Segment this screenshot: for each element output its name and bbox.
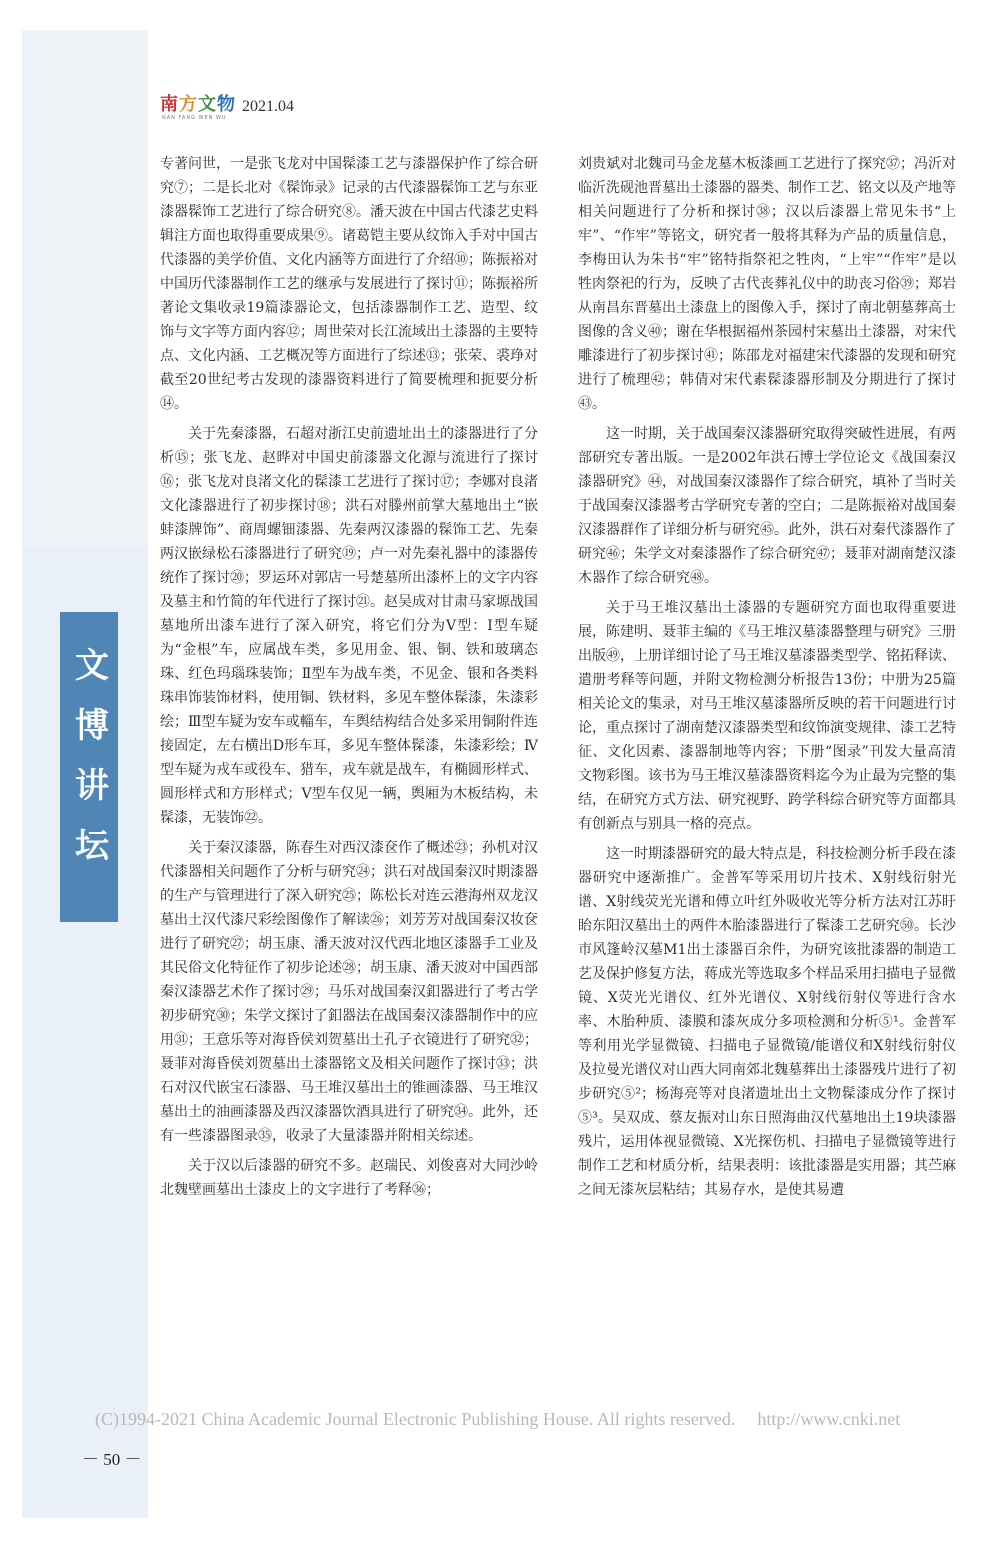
paragraph: 这一时期，关于战国秦汉漆器研究取得突破性进展，有两部研究专著出版。一是2002年洪石博士学位论文《战国秦汉漆器研究》㊹，对战国秦汉漆器作了综合研究，填补了当时关于战国秦汉漆器考古学研究专著的空白；二是陈振裕对战国秦汉漆器群作了详细分析与研究㊺。此外，洪石对秦代漆器作了研究㊻；朱学文对秦漆器作了综合研究㊼；聂菲对湖南楚汉漆木器作了综合研究㊽。 — [578, 426, 956, 586]
paragraph: 这一时期漆器研究的最大特点是，科技检测分析手段在漆器研究中逐渐推广。金普军等采用切片技术、X射线衍射光谱、X射线荧光光谱和傅立叶红外吸收光等分析方法对江苏盱眙东阳汉墓出土的两件木胎漆器进行了髹漆工艺研究㊿。长沙市风篷岭汉墓M1出土漆器百余件，为研究该批漆器的制造工艺及保护修复方法，蒋成光等选取多个样品采用扫描电子显微镜、X荧光光谱仪、红外光谱仪、X射线衍射仪等进行含水率、木胎种质、漆膜和漆灰成分多项检测和分析⑤¹。金普军等利用光学显微镜、扫描电子显微镜/能谱仪和X射线衍射仪及拉曼光谱仪对山西大同南郊北魏墓葬出土漆器残片进行了初步研究⑤²；杨海亮等对良渚遗址出土文物髹漆成分作了探讨⑤³。吴双成、蔡友振对山东日照海曲汉代墓地出土19块漆器残片，运用体视显微镜、X光探伤机、扫描电子显微镜等进行制作工艺和材质分析，结果表明：该批漆器是实用器；其苎麻之间无漆灰层粘结；其易存水，是使其易遭 — [578, 846, 956, 1198]
paragraph: 刘贵斌对北魏司马金龙墓木板漆画工艺进行了探究㊲；冯沂对临沂洗砚池晋墓出土漆器的器类、制作工艺、铭文以及产地等相关问题进行了分析和探讨㊳；汉以后漆器上常见朱书“上牢”、“作牢”等铭文，研究者一般将其释为产品的质量信息，李梅田认为朱书“牢”铭特指祭祀之牲肉，“上牢”“作牢”是以牲肉祭祀的行为，反映了古代丧葬礼仪中的助丧习俗㊴；郑岩从南昌东晋墓出土漆盘上的图像入手，探讨了南北朝墓葬高士图像的含义㊵；谢在华根据福州茶园村宋墓出土漆器，对宋代雕漆进行了初步探讨㊶；陈邵龙对福建宋代漆器的发现和研究进行了梳理㊷；韩倩对宋代素髹漆器形制及分期进行了探讨㊸。 — [578, 156, 956, 412]
cnki-url: http://www.cnki.net — [757, 1409, 901, 1429]
section-label-text: 文博讲坛 — [68, 647, 109, 887]
logo-char-3: 文 — [198, 94, 217, 115]
logo-char-2: 方 — [179, 94, 198, 115]
text-column-right — [578, 152, 956, 1208]
side-band-upper — [22, 30, 148, 548]
journal-logo — [160, 95, 236, 125]
copyright-text: (C)1994-2021 China Academic Journal Electronic Publishing House. All rights reserved. — [95, 1409, 736, 1429]
paragraph: 关于汉以后漆器的研究不多。赵瑞民、刘俊喜对大同沙岭北魏壁画墓出土漆皮上的文字进行了考释㊱； — [160, 1158, 538, 1198]
issue-number: 2021.04 — [242, 98, 294, 115]
paragraph: 关于先秦漆器，石超对浙江史前遗址出土的漆器进行了分析⑮；张飞龙、赵晔对中国史前漆器文化源与流进行了探讨⑯；张飞龙对良渚文化的髹漆工艺进行了探讨⑰；李娜对良渚文化漆器进行了初步探讨⑱；洪石对滕州前掌大墓地出土“嵌蚌漆牌饰”、商周螺钿漆器、先秦两汉漆器的髹饰工艺、先秦两汉嵌绿松石漆器进行了研究⑲；卢一对先秦礼器中的漆器传统作了探讨⑳；罗运环对郭店一号楚墓所出漆杯上的文字内容及墓主和竹简的年代进行了探讨㉑。赵吴成对甘肃马家塬战国墓地所出漆车进行了深入研究，将它们分为Ⅴ型：Ⅰ型车疑为“金根”车，应属战车类，多见用金、银、铜、铁和玻璃态珠、红色玛瑙珠装饰；Ⅱ型车为战车类，不见金、银和各类料珠串饰装饰材料，使用铜、铁材料，多见车整体髹漆，朱漆彩绘；Ⅲ型车疑为安车或輜车，车舆结构结合处多采用铜附件连接固定，左右横出D形车耳，多见车整体髹漆，朱漆彩绘；Ⅳ型车疑为戎车或役车、猎车，戎车就是战车，有椭圆形样式、圆形样式和方形样式；Ⅴ型车仅见一辆，舆厢为木板结构，未髹漆，无装饰㉒。 — [160, 426, 538, 826]
logo-char-4: 物 — [217, 94, 236, 115]
copyright-watermark — [95, 1409, 965, 1430]
journal-header — [160, 95, 294, 125]
logo-pinyin: NAN FANG WEN WU — [162, 115, 227, 121]
paragraph: 关于秦汉漆器，陈春生对西汉漆奁作了概述㉓；孙机对汉代漆器相关问题作了分析与研究㉔；洪石对战国秦汉时期漆器的生产与管理进行了深入研究㉕；陈松长对连云港海州双龙汉墓出土汉代漆尺彩绘图像作了解读㉖；刘芳芳对战国秦汉妆奁进行了研究㉗；胡玉康、潘天波对汉代西北地区漆器手工业及其民俗文化特征作了初步论述㉘；胡玉康、潘天波对中国西部秦汉漆器艺术作了探讨㉙；马乐对战国秦汉釦器进行了考古学初步研究㉚；朱学文探讨了釦器法在战国秦汉漆器制作中的应用㉛；王意乐等对海昏侯刘贺墓出土孔子衣镜进行了研究㉜；聂菲对海昏侯刘贺墓出土漆器铭文及相关问题作了探讨㉝；洪石对汉代嵌宝石漆器、马王堆汉墓出土的锥画漆器、马王堆汉墓出土的油画漆器及西汉漆器饮酒具进行了研究㉞。此外，还有一些漆器图录㉟，收录了大量漆器并附相关综述。 — [160, 840, 538, 1144]
text-column-left — [160, 152, 538, 1208]
paragraph: 关于马王堆汉墓出土漆器的专题研究方面也取得重要进展，陈建明、聂菲主编的《马王堆汉墓漆器整理与研究》三册出版㊾，上册详细讨论了马王堆汉墓漆器类型学、铭拓释读、遣册考释等问题，并附文物检测分析报告13份；中册为25篇相关论文的集录，对马王堆汉墓漆器所反映的若干问题进行讨论，重点探讨了湖南楚汉漆器类型和纹饰演变规律、漆工艺特征、文化因素、漆器制地等内容；下册“图录”刊发大量高清文物彩图。该书为马王堆汉墓漆器资料迄今为止最为完整的集结，在研究方式方法、研究视野、跨学科综合研究等方面都具有创新点与别具一格的亮点。 — [578, 600, 956, 832]
paragraph: 专著问世，一是张飞龙对中国髹漆工艺与漆器保护作了综合研究⑦；二是长北对《髹饰录》记录的古代漆器髹饰工艺与东亚漆器髹饰工艺进行了综合研究⑧。潘天波在中国古代漆艺史料辑注方面也取得重要成果⑨。诸葛铠主要从纹饰入手对中国古代漆器的美学价值、文化内涵等方面进行了介绍⑩；陈振裕对中国历代漆器制作工艺的继承与发展进行了探讨⑪；陈振裕所著论文集收录19篇漆器论文，包括漆器制作工艺、造型、纹饰与文字等方面内容⑫；周世荣对长江流域出土漆器的主要特点、文化内涵、工艺概况等方面进行了综述⑬；张荣、裘琤对截至20世纪考古发现的漆器资料进行了简要梳理和扼要分析⑭。 — [160, 156, 538, 412]
page-number: － 50 － — [82, 1450, 142, 1469]
logo-char-1: 南 — [160, 94, 179, 115]
section-label — [60, 612, 118, 922]
